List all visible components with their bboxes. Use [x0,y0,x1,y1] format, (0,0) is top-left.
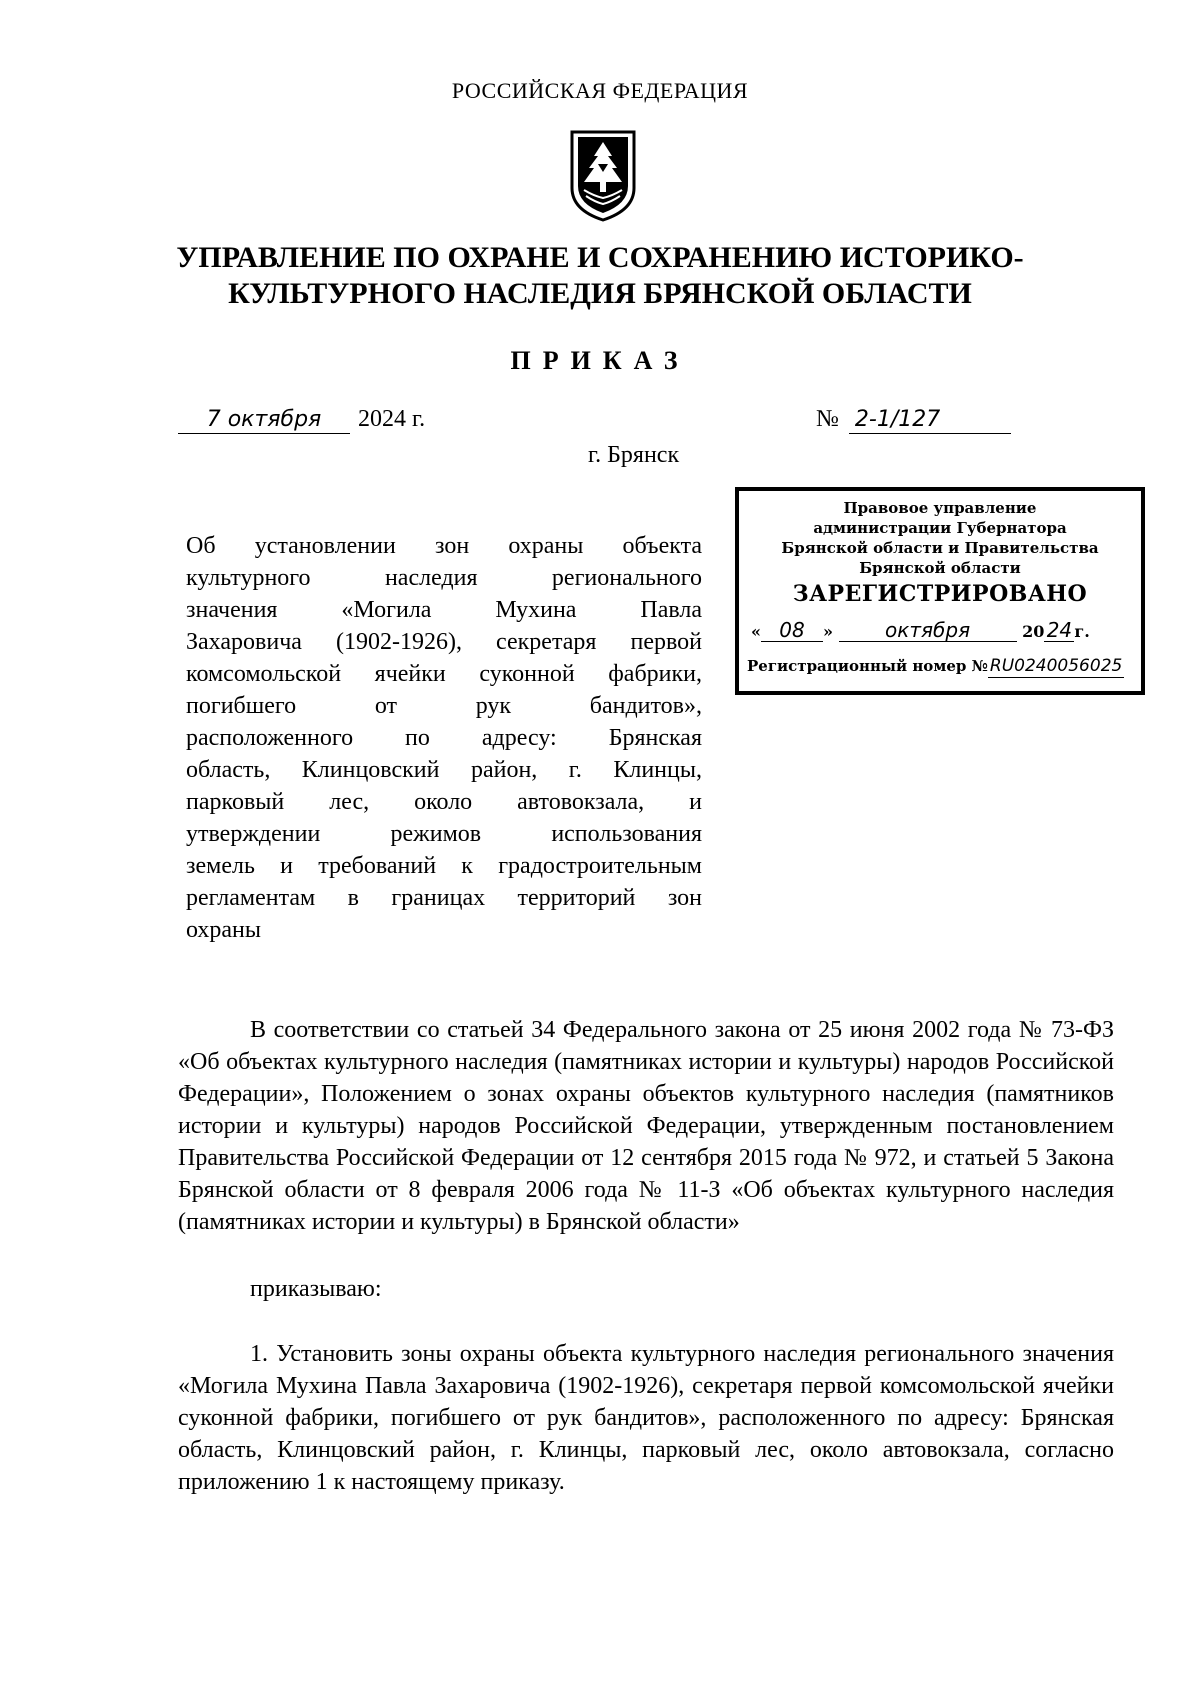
coat-of-arms-icon [568,126,638,222]
stamp-registration-number [747,655,1139,678]
subject-line: область, Клинцовский район, г. Клинцы, [186,757,702,783]
agency-name-line1: УПРАВЛЕНИЕ ПО ОХРАНЕ И СОХРАНЕНИЮ ИСТОРИКО- [176,241,1024,274]
order-date [178,406,425,434]
order-year: 2024 г. [358,406,426,432]
order-number [816,406,1011,434]
stamp-month: октября [839,619,1017,642]
subject-line: Захаровича (1902-1926), секретаря первой [186,629,702,655]
subject-line: земель и требований к градостроительным [186,853,702,879]
clause-1-paragraph: 1. Установить зоны охраны объекта культурного наследия регионального значения «Могила Мухина Павла Захаровича (1902-1926), секретаря первой комсомольской ячейки суконной фабрики, погибшего от рук бандитов», расположенного по адресу: Брянская область, Клинцовский район, г. Клинцы, парковый лес, около автовокзала, согласно приложению 1 к настоящему приказу. [178,1341,1114,1495]
handwritten-number: 2-1/127 [849,407,1011,434]
subject-line: расположенного по адресу: Брянская [186,725,702,751]
stamp-year-unit: г. [1074,622,1090,641]
order-verb: приказываю: [250,1276,382,1302]
stamp-line3: Брянской области и Правительства [781,539,1099,557]
order-subject [186,530,702,946]
subject-line: Об установлении зон охраны объекта [186,533,702,559]
subject-line: парковый лес, около автовокзала, и [186,789,702,815]
stamp-year-suffix: 24 [1044,619,1074,642]
stamp-date: « 08 » октября 20 24 г. [751,618,1090,642]
stamp-reg-number: RU0240056025 [989,656,1123,676]
subject-line: утверждении режимов использования [186,821,702,847]
stamp-year-prefix: 20 [1022,622,1045,641]
stamp-registered-label: ЗАРЕГИСТРИРОВАНО [792,581,1088,607]
city-name: г. Брянск [588,442,680,468]
agency-name [150,240,1050,312]
stamp-line1: Правовое управление [843,499,1037,517]
document-type-title: ПРИКАЗ [510,346,690,375]
agency-name-line2: КУЛЬТУРНОГО НАСЛЕДИЯ БРЯНСКОЙ ОБЛАСТИ [228,277,972,310]
number-sign: № [816,406,839,432]
stamp-reg-label: Регистрационный номер № [747,657,988,675]
subject-line: значения «Могила Мухина Павла [186,597,702,623]
subject-line: культурного наследия регионального [186,565,702,591]
country-heading: РОССИЙСКАЯ ФЕДЕРАЦИЯ [451,78,749,103]
stamp-day: 08 [761,619,823,642]
stamp-line4: Брянской области [859,559,1021,577]
subject-line: охраны [186,917,262,943]
preamble-paragraph: В соответствии со статьей 34 Федерального закона от 25 июня 2002 года № 73-ФЗ «Об объектах культурного наследия (памятниках истории и культуры) народов Российской Федерации», Положением о зонах охраны объектов культурного наследия (памятников истории и культуры) народов Российской Федерации, утвержденным постановлением Правительства Российской Федерации от 12 сентября 2015 года № 972, и статьей 5 Закона Брянской области от 8 февраля 2006 года № 11-З «Об объектах культурного наследия (памятниках истории и культуры) в Брянской области» [178,1017,1114,1235]
registration-stamp [736,488,1144,694]
subject-line: регламентам в границах территорий зон [186,885,702,911]
handwritten-date: 7 октября [178,407,350,434]
subject-line: погибшего от рук бандитов», [186,693,702,719]
stamp-line2: администрации Губернатора [813,519,1067,537]
subject-line: комсомольской ячейки суконной фабрики, [186,661,702,687]
